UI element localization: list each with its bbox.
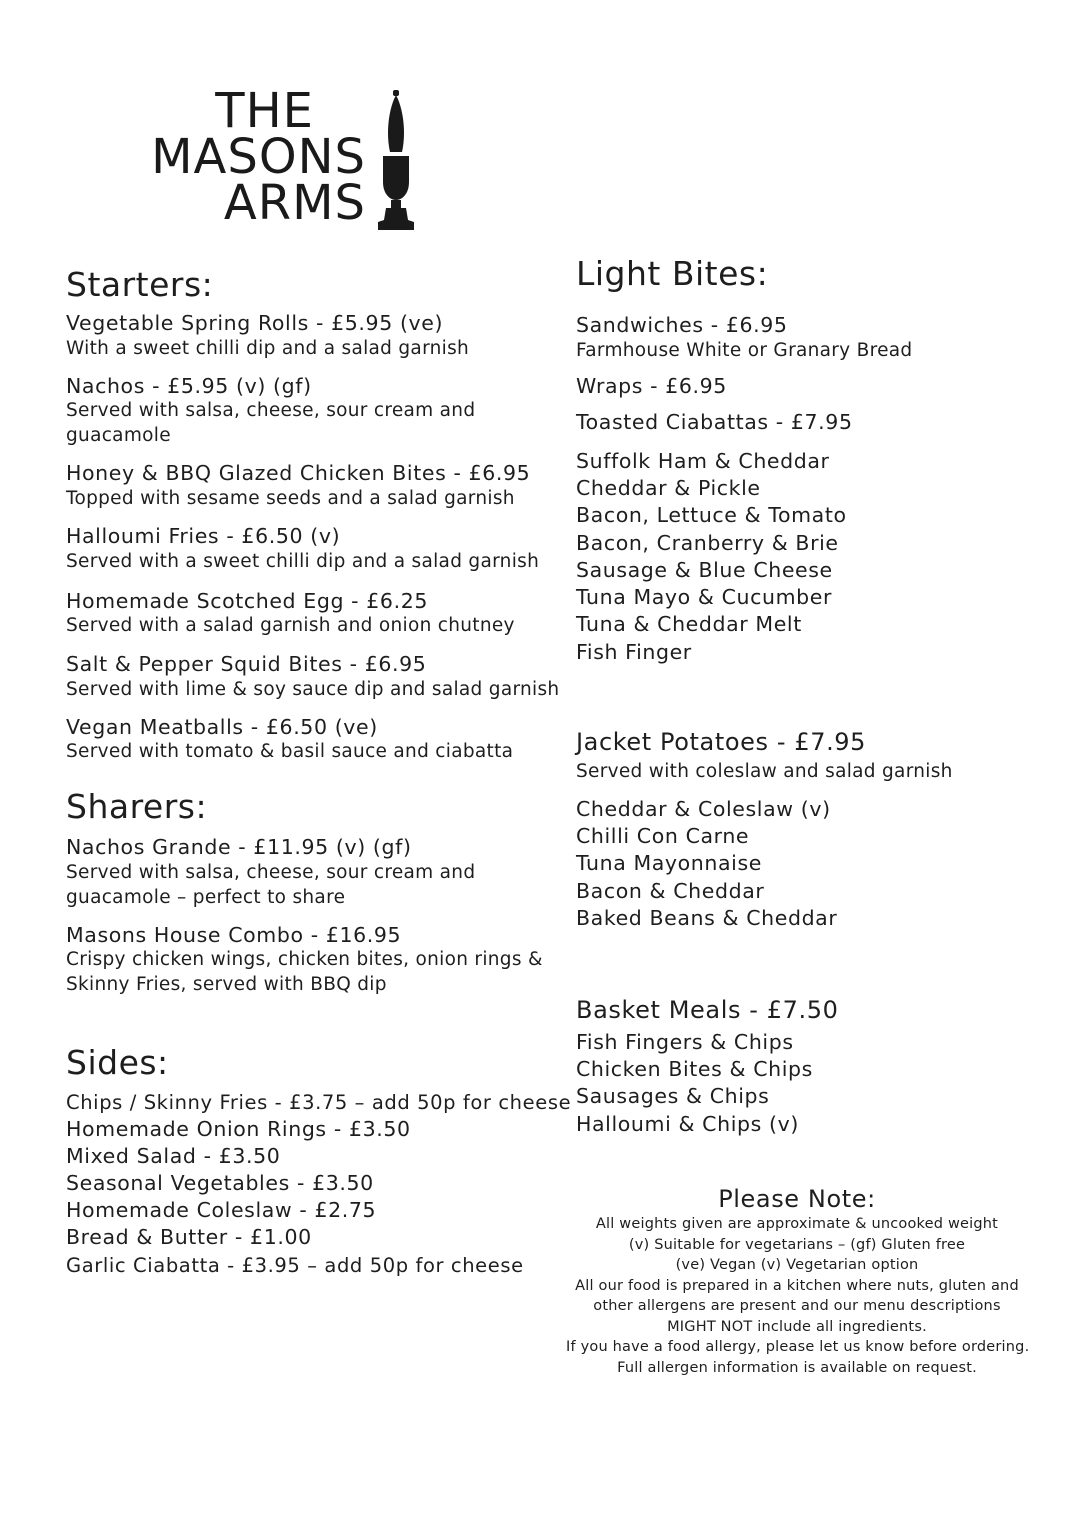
note-title: Please Note: [718,1185,876,1213]
note-line: All our food is prepared in a kitchen where nuts, gluten and [575,1277,1019,1294]
filling-item: Tuna Mayonnaise [576,851,762,875]
logo-wordmark [104,83,366,231]
side-item: Homemade Coleslaw - £2.75 [66,1198,377,1222]
menu-item-desc: Served with salsa, cheese, sour cream and [66,400,476,421]
basket-item: Fish Fingers & Chips [576,1030,794,1054]
logo-line-masons: MASONS [151,129,366,185]
basket-item: Chicken Bites & Chips [576,1057,813,1081]
note-line: All weights given are approximate & uncooked weight [595,1216,999,1232]
filling-item: Bacon, Lettuce & Tomato [576,503,847,527]
menu-item-title: Sandwiches - £6.95 [576,313,788,337]
filling-item: Bacon & Cheddar [576,879,765,903]
filling-item: Sausage & Blue Cheese [576,558,833,582]
filling-item: Chilli Con Carne [576,824,750,848]
menu-item-title: Honey & BBQ Glazed Chicken Bites - £6.95 [66,461,531,485]
menu-item-desc: Skinny Fries, served with BBQ dip [66,974,387,995]
menu-item-title: Masons House Combo - £16.95 [66,923,402,947]
section-heading-sharers: Sharers: [66,787,208,826]
side-item: Garlic Ciabatta - £3.95 – add 50p for cheese [66,1254,524,1277]
filling-item: Fish Finger [576,640,692,664]
menu-item-desc: Served with tomato & basil sauce and ciabatta [66,741,514,762]
section-heading-light-bites: Light Bites: [576,254,769,293]
basket-item: Halloumi & Chips (v) [576,1112,799,1136]
menu-item-desc: guacamole – perfect to share [66,887,346,908]
side-item: Chips / Skinny Fries - £3.75 – add 50p for cheese [66,1091,572,1114]
allergen-note [566,1184,1028,1378]
menu-item-desc: Served with lime & soy sauce dip and salad garnish [66,679,560,700]
logo-line-the: THE [215,83,314,139]
menu-item-desc: Served with coleslaw and salad garnish [576,761,953,782]
note-line: If you have a food allergy, please let us know before ordering. [566,1339,1030,1355]
side-item: Seasonal Vegetables - £3.50 [66,1171,374,1195]
menu-item-title: Nachos - £5.95 (v) (gf) [66,374,312,398]
side-item: Homemade Onion Rings - £3.50 [66,1117,411,1141]
menu-item-title: Wraps - £6.95 [576,374,727,398]
section-heading-jacket-potatoes: Jacket Potatoes - £7.95 [576,728,867,756]
menu-item-title: Toasted Ciabattas - £7.95 [576,410,853,434]
menu-item-desc: Farmhouse White or Granary Bread [576,340,913,361]
menu-item-title: Nachos Grande - £11.95 (v) (gf) [66,835,412,859]
menu-item-title: Vegan Meatballs - £6.50 (ve) [66,715,378,739]
basket-item: Sausages & Chips [576,1084,770,1108]
note-line: Full allergen information is available on request. [617,1359,977,1376]
note-line: MIGHT NOT include all ingredients. [667,1318,927,1335]
filling-item: Cheddar & Coleslaw (v) [576,797,831,821]
filling-item: Bacon, Cranberry & Brie [576,531,839,555]
menu-item-title: Halloumi Fries - £6.50 (v) [66,524,341,548]
menu-item-desc: guacamole [66,425,171,446]
note-line: other allergens are present and our menu descriptions [593,1298,1001,1314]
menu-item-desc: With a sweet chilli dip and a salad garnish [66,338,470,359]
menu-item-title: Vegetable Spring Rolls - £5.95 (ve) [66,311,444,335]
beer-pump-icon [376,90,416,230]
section-heading-starters: Starters: [66,265,214,304]
logo [104,83,414,233]
menu-item-desc: Served with a salad garnish and onion chutney [66,615,515,636]
menu-item-title: Salt & Pepper Squid Bites - £6.95 [66,652,427,676]
filling-item: Tuna & Cheddar Melt [576,612,802,636]
filling-item: Cheddar & Pickle [576,476,761,500]
menu-item-desc: Topped with sesame seeds and a salad garnish [66,488,515,509]
filling-item: Tuna Mayo & Cucumber [576,585,833,609]
menu-item-desc: Served with a sweet chilli dip and a salad garnish [66,551,540,572]
side-item: Mixed Salad - £3.50 [66,1144,281,1168]
side-item: Bread & Butter - £1.00 [66,1225,312,1249]
menu-item-desc: Served with salsa, cheese, sour cream and [66,862,476,883]
section-heading-basket-meals: Basket Meals - £7.50 [576,996,839,1024]
section-heading-sides: Sides: [66,1043,169,1082]
logo-line-arms: ARMS [223,175,366,231]
menu-item-title: Homemade Scotched Egg - £6.25 [66,589,428,613]
menu-item-desc: Crispy chicken wings, chicken bites, onion rings & [66,949,543,970]
filling-item: Suffolk Ham & Cheddar [576,449,830,473]
note-line: (ve) Vegan (v) Vegetarian option [675,1257,919,1273]
filling-item: Baked Beans & Cheddar [576,906,838,930]
note-line: (v) Suitable for vegetarians – (gf) Gluten free [628,1236,966,1253]
